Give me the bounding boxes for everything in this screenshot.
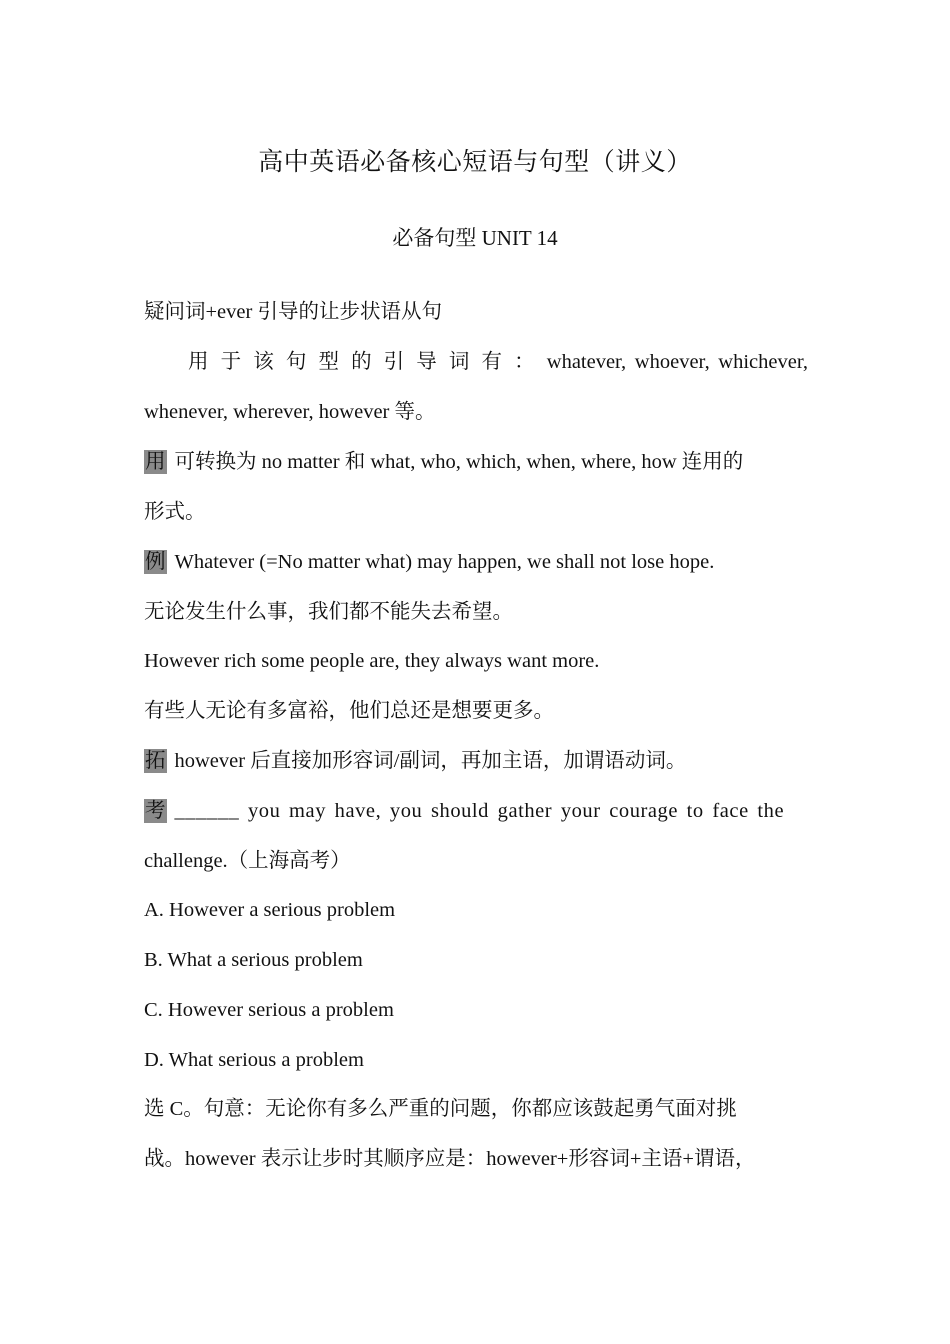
intro-line-2: whenever, wherever, however 等。 [144, 401, 436, 423]
document-title: 高中英语必备核心短语与句型（讲义） [258, 149, 692, 176]
option-b: B. What a serious problem [144, 949, 363, 971]
example2-chinese: 有些人无论有多富裕，他们总还是想要更多。 [144, 700, 554, 722]
option-c: C. However serious a problem [144, 999, 394, 1021]
example-tag: 例 [145, 551, 166, 573]
example1-chinese: 无论发生什么事，我们都不能失去希望。 [144, 601, 513, 623]
intro-line-1: 用 于 该 句 型 的 引 导 词 有 ： whatever, whoever, whichever, [188, 351, 808, 373]
answer-line-2: 战。however 表示让步时其顺序应是：however+形容词+主语+谓语， [144, 1148, 756, 1170]
extension-tag: 拓 [145, 750, 166, 772]
usage-line-2: 形式。 [144, 501, 206, 523]
extension-text: however 后直接加形容词/副词，再加主语，加谓语动词。 [174, 750, 687, 772]
example1-english: Whatever (=No matter what) may happen, we shall not lose hope. [174, 551, 715, 573]
section-heading: 疑问词+ever 引导的让步状语从句 [144, 301, 442, 323]
answer-line-1: 选 C。句意：无论你有多么严重的问题，你都应该鼓起勇气面对挑 [144, 1098, 737, 1120]
exam-line-2: challenge.（上海高考） [144, 850, 351, 872]
usage-text: 可转换为 no matter 和 what, who, which, when, where, how 连用的 [174, 451, 744, 473]
document-subtitle: 必备句型 UNIT 14 [392, 226, 558, 250]
option-a: A. However a serious problem [144, 899, 396, 921]
exam-tag: 考 [145, 800, 166, 822]
usage-tag: 用 [145, 451, 166, 473]
option-d: D. What serious a problem [144, 1049, 364, 1071]
exam-line-1 [144, 797, 808, 825]
exam-question-text: ______ you may have, you should gather your courage to face the [174, 800, 785, 822]
example2-english: However rich some people are, they always want more. [144, 650, 600, 672]
usage-line-1 [144, 448, 808, 476]
extension-line [144, 747, 808, 775]
example-line-1 [144, 548, 808, 576]
